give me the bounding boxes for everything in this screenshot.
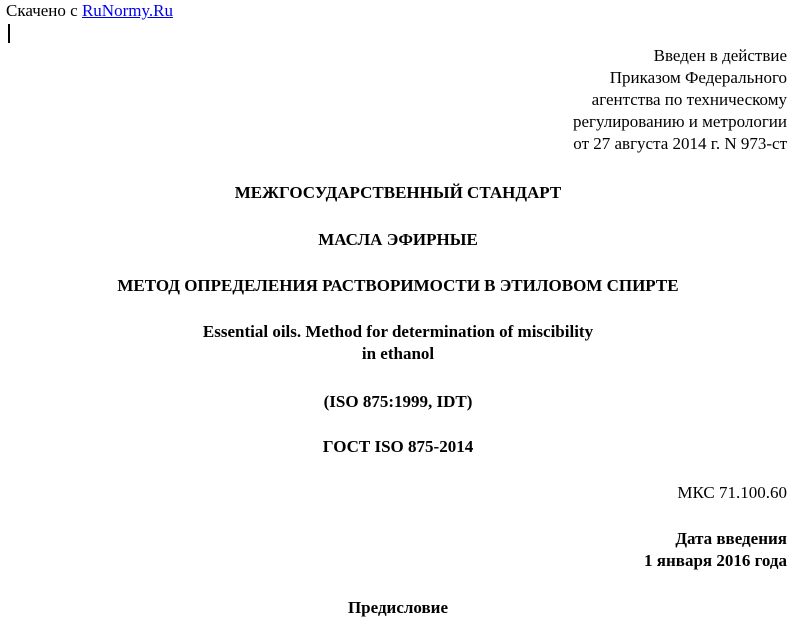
foreword-heading: Предисловие (347, 598, 449, 617)
enactment-line-3: агентства по техническому (591, 90, 787, 109)
effective-date-block (644, 528, 787, 572)
effective-date-value: 1 января 2016 года (644, 551, 787, 570)
gost-number: ГОСТ ISO 875-2014 (322, 437, 474, 456)
standard-type-heading: МЕЖГОСУДАРСТВЕННЫЙ СТАНДАРТ (234, 183, 562, 202)
iso-reference: (ISO 875:1999, IDT) (323, 392, 473, 411)
enactment-line-4: регулированию и метрологии (572, 112, 787, 131)
english-title (0, 321, 790, 365)
download-prefix: Скачено с (6, 1, 82, 20)
document-title: МАСЛА ЭФИРНЫЕ (318, 230, 478, 249)
enactment-line-5: от 27 августа 2014 г. N 973-ст (573, 134, 787, 153)
english-title-line-1: Essential oils. Method for determination of miscibility (202, 322, 594, 341)
mks-code: МКС 71.100.60 (677, 483, 787, 502)
download-source-line (6, 0, 173, 22)
english-title-line-2: in ethanol (361, 344, 435, 363)
method-title: МЕТОД ОПРЕДЕЛЕНИЯ РАСТВОРИМОСТИ В ЭТИЛОВОМ СПИРТЕ (117, 276, 679, 295)
enactment-line-2: Приказом Федерального (609, 68, 787, 87)
runormy-link[interactable]: RuNormy.Ru (81, 1, 173, 20)
text-cursor (8, 24, 10, 43)
effective-date-label: Дата введения (675, 529, 787, 548)
enactment-line-1: Введен в действие (653, 46, 787, 65)
enactment-block (387, 45, 787, 155)
